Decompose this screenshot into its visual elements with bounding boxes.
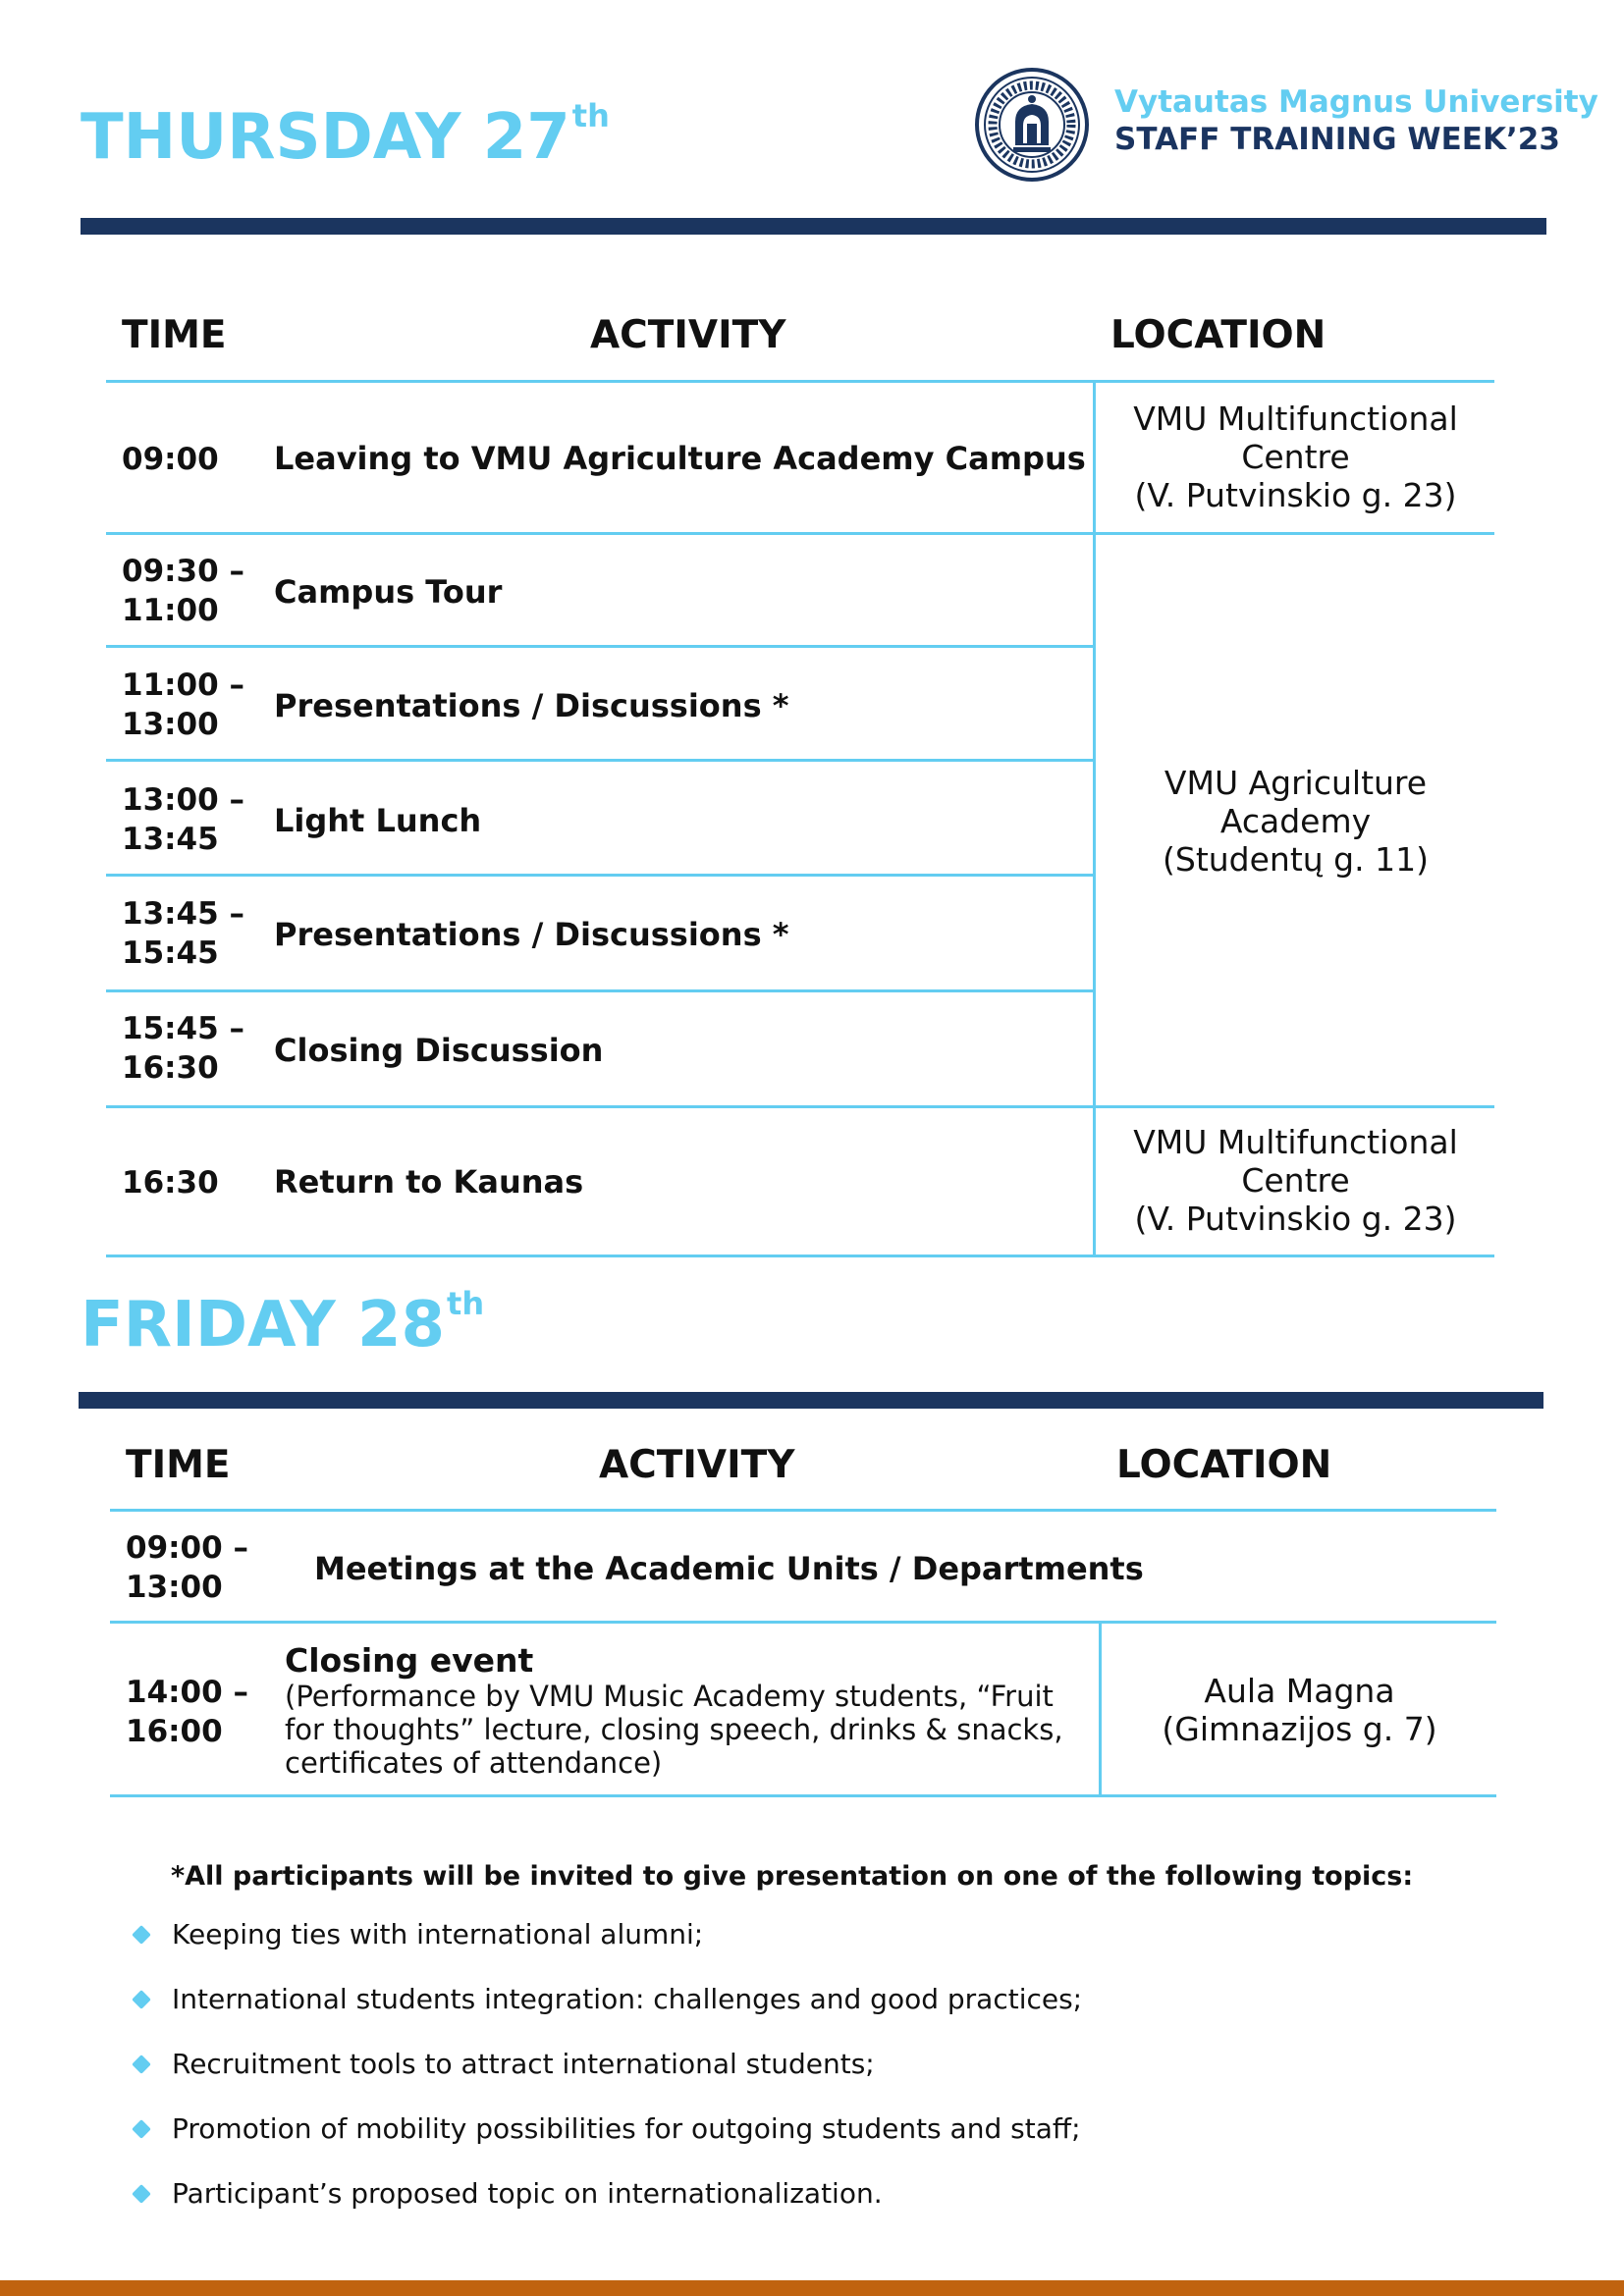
closing-event-details: (Performance by VMU Music Academy students, “Fruit for thoughts” lecture, closing speech, drinks & snacks, certificates of attendance) — [285, 1680, 1063, 1780]
column-header-location: LOCATION — [1110, 313, 1326, 357]
location-line: VMU Agriculture — [1164, 764, 1428, 802]
time-end: 16:00 — [126, 1714, 223, 1749]
row-time — [122, 666, 244, 744]
location-cell — [1097, 1123, 1494, 1238]
diamond-bullet-icon — [132, 1925, 151, 1945]
time-end: 13:00 — [126, 1570, 223, 1605]
table-rule — [110, 1794, 1496, 1797]
row-activity: Campus Tour — [274, 573, 503, 611]
location-cell — [1097, 400, 1494, 514]
topic-text: Keeping ties with international alumni; — [172, 1918, 704, 1950]
table-rule — [106, 759, 1095, 762]
time-start: 14:00 – — [126, 1675, 248, 1710]
day-title-suffix: th — [447, 1285, 485, 1322]
table-rule — [110, 1509, 1496, 1512]
page-title-friday — [81, 1285, 485, 1362]
footer-bar — [0, 2280, 1624, 2296]
day-title-text: FRIDAY 28 — [81, 1289, 446, 1362]
time-end: 16:30 — [122, 1050, 219, 1086]
row-activity: Light Lunch — [274, 802, 482, 839]
table-rule — [106, 1105, 1494, 1108]
diamond-bullet-icon — [132, 1990, 151, 2009]
topic-text: Recruitment tools to attract international students; — [172, 2048, 875, 2080]
event-name: STAFF TRAINING WEEK’23 — [1114, 122, 1560, 157]
table-rule — [106, 645, 1095, 648]
time-start: 15:45 – — [122, 1011, 244, 1046]
topic-text: Promotion of mobility possibilities for outgoing students and staff; — [172, 2112, 1081, 2145]
diamond-bullet-icon — [132, 2119, 151, 2139]
location-line: (V. Putvinskio g. 23) — [1134, 1200, 1457, 1238]
row-time — [122, 1009, 244, 1088]
location-line: (Gimnazijos g. 7) — [1162, 1710, 1437, 1748]
location-line: VMU Multifunctional — [1133, 400, 1458, 438]
row-activity: Closing Discussion — [274, 1032, 604, 1069]
row-time — [122, 894, 244, 973]
column-header-activity: ACTIVITY — [599, 1443, 795, 1487]
time-end: 13:00 — [122, 707, 219, 742]
table-rule — [106, 874, 1095, 877]
table-rule — [106, 380, 1494, 383]
row-activity — [285, 1641, 1090, 1780]
column-header-time: TIME — [126, 1443, 231, 1487]
topic-text: Participant’s proposed topic on internationalization. — [172, 2177, 883, 2210]
time-start: 13:00 – — [122, 782, 244, 818]
table-rule — [106, 532, 1494, 535]
time-start: 11:00 – — [122, 667, 244, 703]
column-divider — [1093, 380, 1096, 1256]
time-end: 13:45 — [122, 822, 219, 857]
column-header-location: LOCATION — [1116, 1443, 1332, 1487]
topic-text: International students integration: challenges and good practices; — [172, 1983, 1083, 2015]
footnote: *All participants will be invited to give presentation on one of the following topics: — [171, 1861, 1414, 1892]
time-start: 13:45 – — [122, 896, 244, 932]
closing-event-title: Closing event — [285, 1641, 534, 1680]
column-header-activity: ACTIVITY — [590, 313, 786, 357]
university-name: Vytautas Magnus University — [1114, 84, 1598, 120]
diamond-bullet-icon — [132, 2055, 151, 2074]
row-activity: Presentations / Discussions * — [274, 916, 789, 953]
time-start: 09:00 – — [126, 1530, 248, 1566]
location-cell — [1103, 1672, 1496, 1748]
column-header-time: TIME — [122, 313, 227, 357]
section-divider — [81, 218, 1546, 235]
row-activity: Presentations / Discussions * — [274, 687, 789, 724]
location-line: Aula Magna — [1204, 1672, 1395, 1710]
location-line: (V. Putvinskio g. 23) — [1134, 476, 1457, 514]
row-time — [122, 780, 244, 859]
row-time: 09:00 — [122, 442, 219, 477]
university-seal-icon — [974, 67, 1090, 183]
day-title-suffix: th — [571, 97, 610, 134]
table-rule — [106, 1255, 1494, 1257]
time-end: 15:45 — [122, 935, 219, 971]
page-title-thursday — [81, 97, 610, 174]
row-activity: Leaving to VMU Agriculture Academy Campus — [274, 440, 1086, 477]
location-line: (Studentų g. 11) — [1163, 840, 1429, 879]
location-line: Centre — [1241, 1161, 1350, 1200]
location-line: VMU Multifunctional — [1133, 1123, 1458, 1161]
column-divider — [1099, 1621, 1102, 1796]
section-divider — [79, 1392, 1543, 1409]
location-cell — [1097, 764, 1494, 879]
time-start: 09:30 – — [122, 554, 244, 589]
row-time — [122, 552, 244, 630]
brand-block — [974, 67, 1598, 185]
row-activity: Return to Kaunas — [274, 1163, 584, 1201]
table-rule — [110, 1621, 1496, 1624]
row-time — [126, 1673, 248, 1751]
time-end: 11:00 — [122, 593, 219, 628]
row-time: 16:30 — [122, 1165, 219, 1201]
location-line: Academy — [1219, 802, 1372, 840]
location-line: Centre — [1241, 438, 1350, 476]
row-time — [126, 1528, 248, 1607]
row-activity: Meetings at the Academic Units / Departments — [314, 1550, 1144, 1587]
table-rule — [106, 989, 1095, 992]
day-title-text: THURSDAY 27 — [81, 101, 570, 174]
diamond-bullet-icon — [132, 2184, 151, 2204]
